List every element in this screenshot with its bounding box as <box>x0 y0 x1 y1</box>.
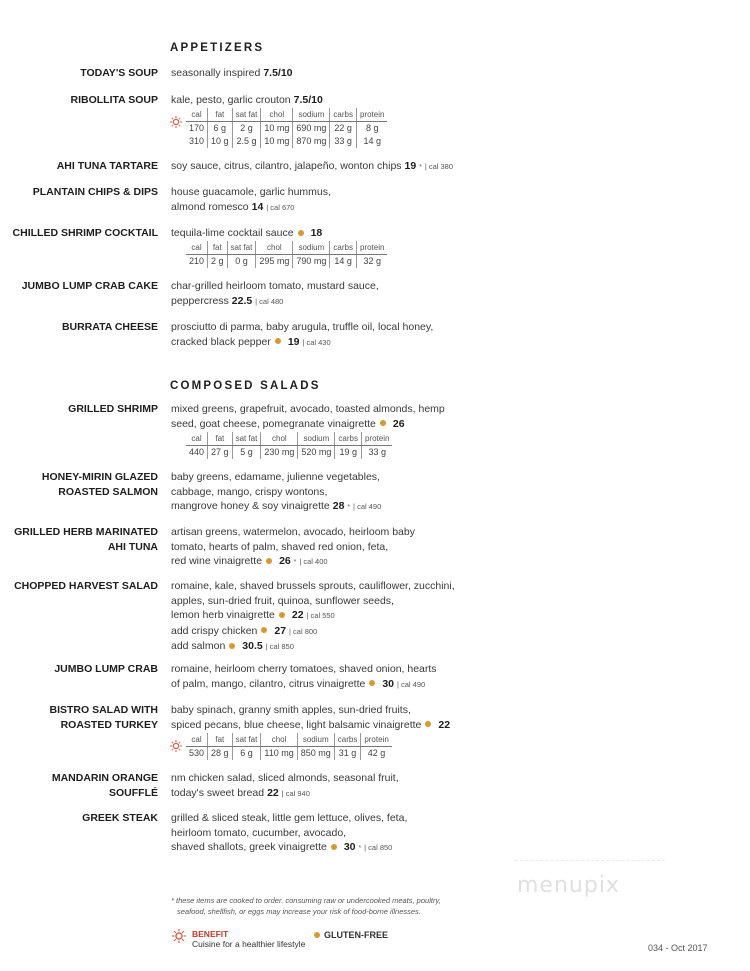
gluten-free-dot-icon <box>369 680 375 686</box>
benefit-legend: BENEFIT Cuisine for a healthier lifestyle <box>192 929 306 949</box>
gluten-free-dot-icon <box>261 627 267 633</box>
item-desc: seasonally inspired <box>171 67 261 79</box>
gluten-free-dot-icon <box>298 230 304 236</box>
gluten-free-dot-icon <box>229 643 235 649</box>
gluten-free-dot-icon <box>331 844 337 850</box>
item-desc: kale, pesto, garlic crouton <box>171 94 291 106</box>
nutrition-table-bistro: cal fat sat fat chol sodium carbs protein 530 28 g 6 g 110 mg 850 mg 31 g 42 g <box>186 733 392 760</box>
item-name: BURRATA CHEESE <box>61 321 158 333</box>
gluten-free-dot-icon <box>275 338 281 344</box>
item-price: 7.5/10 <box>263 67 293 79</box>
item-name: PLANTAIN CHIPS & DIPS <box>32 186 158 198</box>
page-code: 034 - Oct 2017 <box>648 943 708 953</box>
raw-food-disclaimer: * these items are cooked to order. consuming raw or undercooked meats, poultry, seafood, shellfish, or eggs may increase your risk of food-borne illnesses. <box>171 896 441 916</box>
item-name: CHILLED SHRIMP COCKTAIL <box>12 227 158 239</box>
gluten-free-dot-icon <box>314 932 320 938</box>
nutrition-table-ribollita: cal fat sat fat chol sodium carbs protein 170 6 g 2 g 10 mg 690 mg 22 g 8 g 310 10 g 2.5 g 10 mg 870 mg 33 g 14 g <box>186 108 387 148</box>
item-price: 7.5/10 <box>293 94 323 106</box>
nutrition-table-shrimp-cocktail: cal fat sat fat chol sodium carbs protein 210 2 g 0 g 295 mg 790 mg 14 g 32 g <box>186 241 387 268</box>
watermark-logo: menupix <box>517 873 620 898</box>
nutrition-table-grilled-shrimp: cal fat sat fat chol sodium carbs protein 440 27 g 5 g 230 mg 520 mg 19 g 33 g <box>186 432 392 459</box>
item-name: MANDARIN ORANGE SOUFFLÉ <box>51 772 158 799</box>
item-name: GRILLED SHRIMP <box>68 403 158 415</box>
gluten-free-dot-icon <box>380 420 386 426</box>
item-name: AHI TUNA TARTARE <box>56 160 158 172</box>
item-name: CHOPPED HARVEST SALAD <box>14 580 158 592</box>
gluten-free-dot-icon <box>266 558 272 564</box>
item-name: HONEY-MIRIN GLAZED ROASTED SALMON <box>41 471 158 498</box>
section-title-composed-salads: COMPOSED SALADS <box>170 380 321 392</box>
item-price: 19 <box>404 160 417 172</box>
benefit-icon <box>170 116 182 128</box>
section-title-appetizers: APPETIZERS <box>170 42 265 54</box>
item-name: GREEK STEAK <box>82 812 158 824</box>
benefit-icon <box>170 740 182 752</box>
watermark-divider <box>515 860 665 862</box>
gluten-free-dot-icon <box>279 612 285 618</box>
item-name: JUMBO LUMP CRAB <box>54 663 158 675</box>
item-name: GRILLED HERB MARINATED AHI TUNA <box>14 526 158 553</box>
item-name: JUMBO LUMP CRAB CAKE <box>21 280 158 292</box>
item-name: RIBOLLITA SOUP <box>70 94 158 106</box>
gluten-free-legend: GLUTEN-FREE <box>314 930 388 940</box>
item-desc: soy sauce, citrus, cilantro, jalapeño, wonton chips <box>171 160 402 172</box>
benefit-icon <box>172 929 186 943</box>
item-name: BISTRO SALAD WITH ROASTED TURKEY <box>49 704 158 731</box>
gluten-free-dot-icon <box>425 721 431 727</box>
item-name: TODAY'S SOUP <box>80 67 158 79</box>
